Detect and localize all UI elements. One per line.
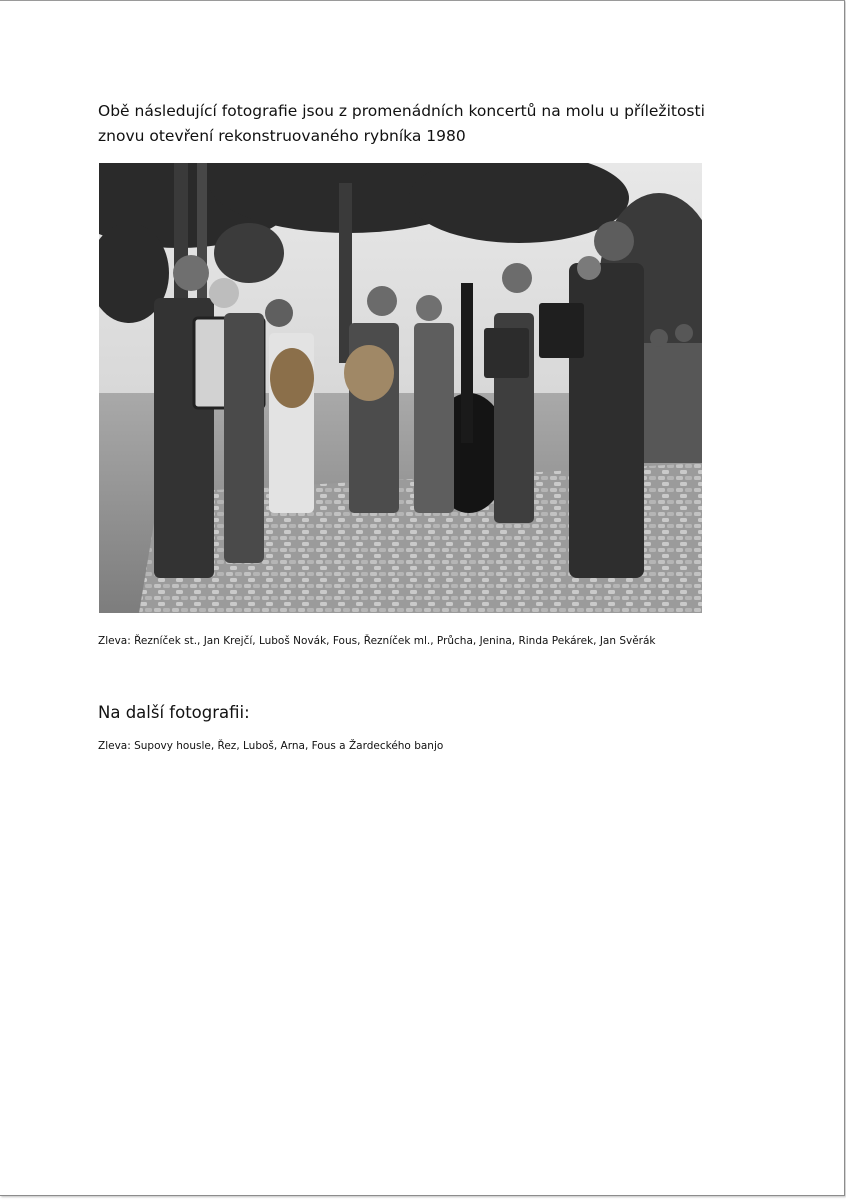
photo-musicians-on-pier-image — [99, 163, 702, 613]
next-photo-caption: Zleva: Supovy housle, Řez, Luboš, Arna, Fous a Žardeckého banjo — [98, 740, 444, 752]
intro-paragraph: Obě následující fotografie jsou z promenádních koncertů na molu u příležitosti znovu otevření rekonstruovaného rybníka 1980 — [98, 102, 705, 145]
photo-caption: Zleva: Řezníček st., Jan Krejčí, Luboš Novák, Fous, Řezníček ml., Průcha, Jenina, Rinda Pekárek, Jan Svěrák — [98, 635, 656, 647]
concert-photo — [99, 163, 702, 613]
next-photo-heading: Na další fotografii: — [98, 703, 250, 722]
